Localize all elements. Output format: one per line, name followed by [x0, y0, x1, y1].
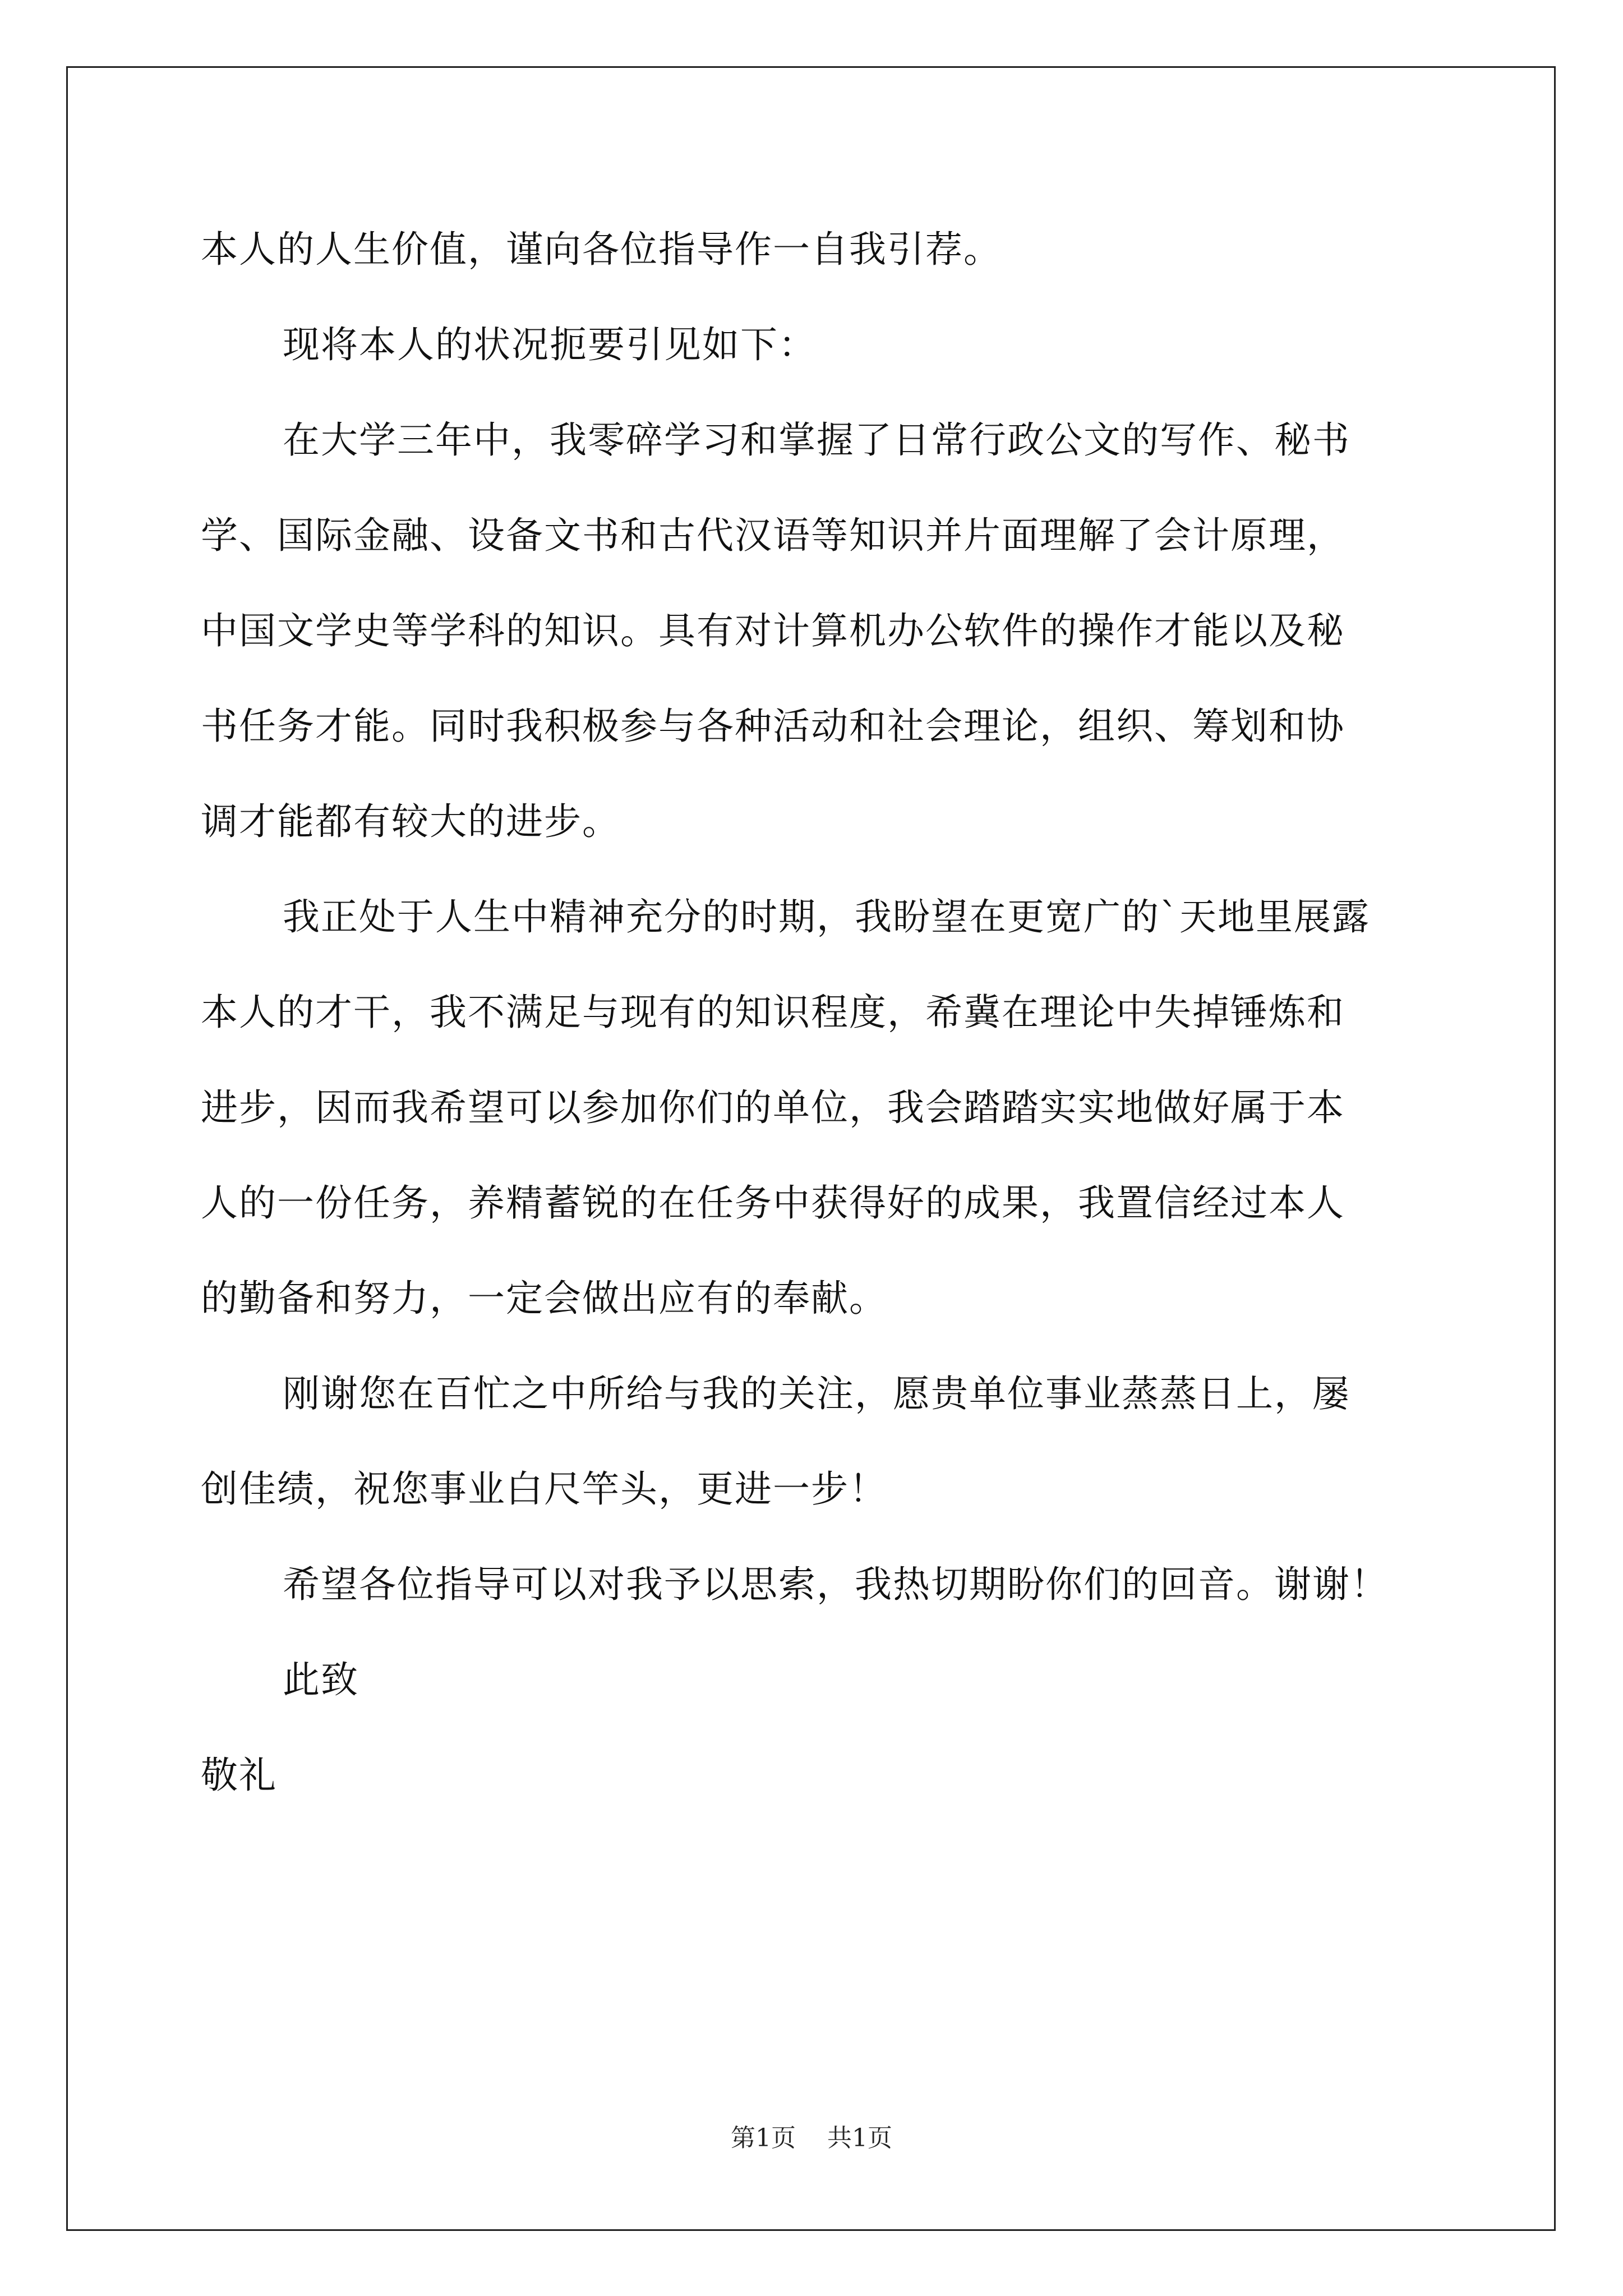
text-line-14: 创佳绩，祝您事业白尺竿头，更进一步！ [201, 1467, 887, 1511]
text-line-1: 本人的人生价值，谨向各位指导作一自我引荐。 [201, 228, 1002, 271]
text-line-15: 希望各位指导可以对我予以思索，我热切期盼你们的回音。谢谢！ [283, 1563, 1389, 1606]
page-footer [0, 2118, 1623, 2154]
text-line-12: 的勤备和努力，一定会做出应有的奉献。 [201, 1277, 887, 1320]
text-line-2: 现将本人的状况扼要引见如下： [283, 323, 817, 366]
document-body [201, 213, 1423, 1834]
salutation-line: 敬礼 [201, 1754, 277, 1797]
text-line-4: 学、国际金融、设备文书和古代汉语等知识并片面理解了会计原理， [201, 514, 1345, 557]
text-line-5: 中国文学史等学科的知识。具有对计算机办公软件的操作才能以及秘 [201, 609, 1345, 652]
text-line-3: 在大学三年中，我零碎学习和掌握了日常行政公文的写作、秘书 [283, 418, 1350, 462]
closing-line: 此致 [283, 1658, 359, 1701]
text-line-13: 刚谢您在百忙之中所给与我的关注，愿贵单位事业蒸蒸日上，屡 [283, 1372, 1350, 1415]
text-line-6: 书任务才能。同时我积极参与各种活动和社会理论，组织、筹划和协 [201, 705, 1345, 748]
page-total: 共1页 [827, 2124, 892, 2152]
text-line-10: 进步，因而我希望可以参加你们的单位，我会踏踏实实地做好属于本 [201, 1086, 1345, 1129]
text-line-8: 我正处于人生中精神充分的时期，我盼望在更宽广的`天地里展露 [283, 895, 1370, 938]
page-number: 第1页 [731, 2124, 796, 2152]
text-line-9: 本人的才干，我不满足与现有的知识程度，希冀在理论中失掉锤炼和 [201, 991, 1345, 1034]
text-line-11: 人的一份任务，养精蓄锐的在任务中获得好的成果，我置信经过本人 [201, 1181, 1345, 1225]
text-line-7: 调才能都有较大的进步。 [201, 800, 620, 843]
footer-spacer [796, 2124, 827, 2152]
